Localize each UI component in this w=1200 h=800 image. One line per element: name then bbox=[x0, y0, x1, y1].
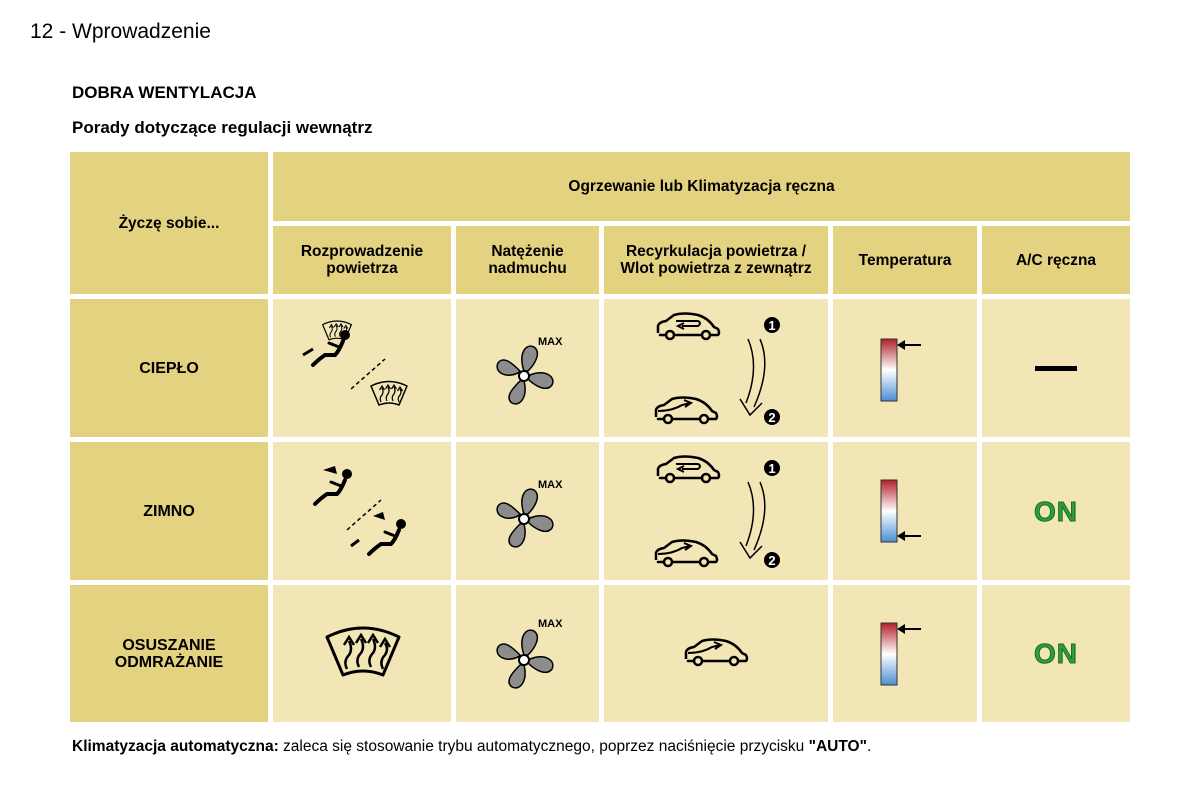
col-header-label: Natężenie nadmuchu bbox=[488, 243, 567, 277]
air-distribution-cold bbox=[273, 442, 451, 580]
windscreen-defrost-icon bbox=[273, 585, 451, 722]
page-header: 12 - Wprowadzenie bbox=[30, 20, 211, 43]
ventilation-table bbox=[70, 152, 1130, 722]
fan-max-label: MAX bbox=[538, 618, 563, 630]
corner-label: Życzę sobie... bbox=[118, 214, 220, 232]
fan-max-icon bbox=[456, 442, 599, 580]
temperature-gauge-icon bbox=[833, 585, 977, 722]
ac-defrost bbox=[982, 585, 1130, 722]
footer-note bbox=[72, 738, 871, 756]
row-label-line1: OSUSZANIE bbox=[122, 636, 216, 654]
fan-speed-defrost bbox=[456, 585, 599, 722]
recirculation-defrost bbox=[604, 585, 828, 722]
recirculation-icon bbox=[604, 442, 828, 580]
col-header-label: A/C ręczna bbox=[1015, 251, 1097, 269]
recirculation-warm bbox=[604, 299, 828, 437]
ac-warm bbox=[982, 299, 1130, 437]
temperature-gauge-icon bbox=[833, 442, 977, 580]
row-label: CIEPŁO bbox=[139, 359, 199, 377]
row-label-cold bbox=[70, 442, 268, 580]
col-header-label: Recyrkulacja powietrza / Wlot powietrza z zewnątrz bbox=[620, 243, 812, 277]
row-label-line2: ODMRAŻANIE bbox=[114, 653, 224, 671]
temperature-defrost bbox=[833, 585, 977, 722]
col-header-air-distribution bbox=[273, 226, 451, 294]
section-title: DOBRA WENTYLACJA bbox=[72, 83, 257, 102]
footer-lead: Klimatyzacja automatyczna: bbox=[72, 738, 279, 755]
fan-max-icon bbox=[456, 299, 599, 437]
col-header-temperature bbox=[833, 226, 977, 294]
corner-header bbox=[70, 152, 268, 294]
air-distribution-icon bbox=[273, 442, 451, 580]
temperature-warm bbox=[833, 299, 977, 437]
recirculation-icon bbox=[604, 299, 828, 437]
footer-end: . bbox=[866, 738, 872, 755]
air-distribution-defrost bbox=[273, 585, 451, 722]
col-header-label: Temperatura bbox=[858, 251, 952, 269]
fan-max-label: MAX bbox=[538, 479, 563, 491]
fan-max-label: MAX bbox=[538, 336, 563, 348]
recirculation-cold bbox=[604, 442, 828, 580]
group-header bbox=[273, 152, 1130, 221]
ac-cold bbox=[982, 442, 1130, 580]
fan-max-icon bbox=[456, 585, 599, 722]
air-distribution-icon bbox=[273, 299, 451, 437]
car-fresh-air-icon bbox=[604, 585, 828, 722]
fan-speed-warm bbox=[456, 299, 599, 437]
col-header-label: Rozprowadzenie powietrza bbox=[300, 243, 424, 277]
footer-text: zaleca się stosowanie trybu automatycznego, poprzez naciśnięcie przycisku bbox=[278, 738, 809, 755]
col-header-fan-speed bbox=[456, 226, 599, 294]
ac-off-dash bbox=[1035, 366, 1077, 371]
group-header-label: Ogrzewanie lub Klimatyzacja ręczna bbox=[568, 178, 835, 195]
ac-on-label: ON bbox=[1034, 638, 1078, 669]
row-label-defrost bbox=[70, 585, 268, 722]
temperature-cold bbox=[833, 442, 977, 580]
temperature-gauge-icon bbox=[833, 299, 977, 437]
air-distribution-warm bbox=[273, 299, 451, 437]
row-label-warm bbox=[70, 299, 268, 437]
row-label: ZIMNO bbox=[143, 502, 195, 520]
col-header-recirculation bbox=[604, 226, 828, 294]
section-subtitle: Porady dotyczące regulacji wewnątrz bbox=[72, 118, 373, 137]
ac-on-label: ON bbox=[1034, 495, 1078, 527]
col-header-ac bbox=[982, 226, 1130, 294]
fan-speed-cold bbox=[456, 442, 599, 580]
footer-auto: "AUTO" bbox=[808, 738, 867, 755]
